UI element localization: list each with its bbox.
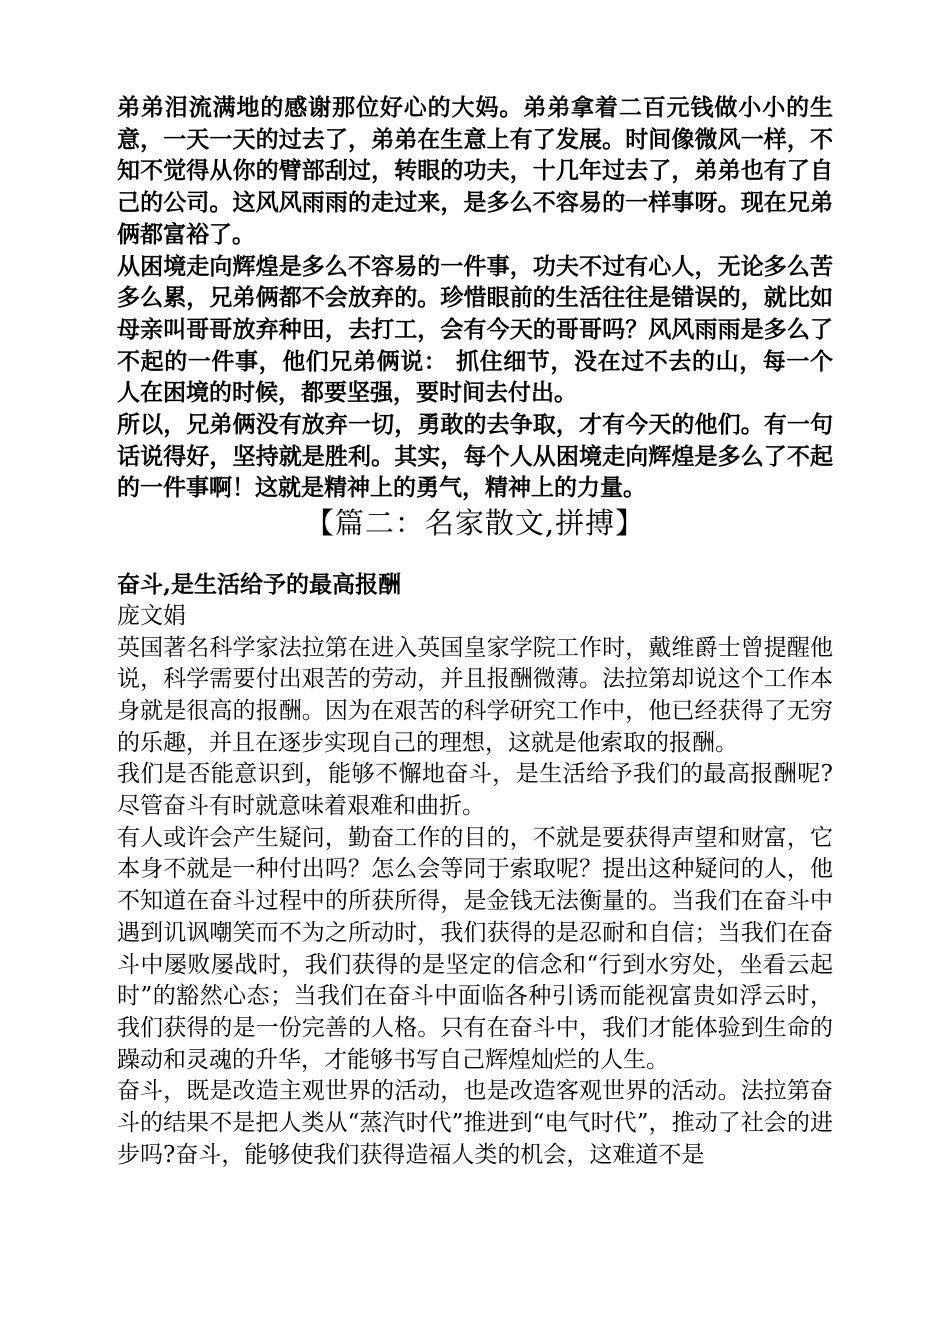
- paragraph: 英国著名科学家法拉第在进入英国皇家学院工作时，戴维爵士曾提醒他说，科学需要付出艰苦的劳动，并且报酬微薄。法拉第却说这个工作本身就是很高的报酬。因为在艰苦的科学研究工作中，他已经获得了无穷的乐趣，并且在逐步实现自己的理想，这就是他索取的报酬。: [117, 634, 833, 756]
- article-title: 奋斗,是生活给予的最高报酬: [117, 571, 402, 599]
- article-author: 庞文娟: [117, 602, 186, 629]
- paragraph: 从困境走向辉煌是多么不容易的一件事，功夫不过有心人，无论多么苦多么累，兄弟俩都不会放弃的。珍惜眼前的生活往往是错误的，就比如母亲叫哥哥放弃种田，去打工，会有今天的哥哥吗？风风雨雨是多么了不起的一件事，他们兄弟俩说： 抓住细节，没在过不去的山，每一个人在困境的时候，都要坚强，要时间去付出。: [117, 252, 833, 407]
- section-heading: 【篇二：名家散文,拼搏】: [304, 506, 646, 541]
- paragraph: 我们是否能意识到，能够不懈地奋斗，是生活给予我们的最高报酬呢?尽管奋斗有时就意味着艰难和曲折。: [117, 761, 833, 820]
- paragraph: 所以，兄弟俩没有放弃一切，勇敢的去争取，才有今天的他们。有一句话说得好，坚持就是胜利。其实，每个人从困境走向辉煌是多么了不起的一件事啊！这就是精神上的勇气，精神上的力量。: [117, 411, 833, 502]
- paragraph: 有人或许会产生疑问，勤奋工作的目的，不就是要获得声望和财富，它本身不就是一种付出吗？怎么会等同于索取呢？提出这种疑问的人，他不知道在奋斗过程中的所获所得，是金钱无法衡量的。当我们在奋斗中遇到讥讽嘲笑而不为之所动时，我们获得的是忍耐和自信；当我们在奋斗中屡败屡战时，我们获得的是坚定的信念和“行到水穷处，坐看云起时”的豁然心态；当我们在奋斗中面临各种引诱而能视富贵如浮云时，我们获得的是一份完善的人格。只有在奋斗中，我们才能体验到生命的躁动和灵魂的升华，才能够书写自己辉煌灿烂的人生。: [117, 824, 833, 1073]
- paragraph: 奋斗，既是改造主观世界的活动，也是改造客观世界的活动。法拉第奋斗的结果不是把人类从“蒸汽时代”推进到“电气时代”，推动了社会的进步吗?奋斗，能够使我们获得造福人类的机会，这难道不是: [117, 1078, 833, 1168]
- paragraph: 弟弟泪流满地的感谢那位好心的大妈。弟弟拿着二百元钱做小小的生意，一天一天的过去了，弟弟在生意上有了发展。时间像微风一样，不知不觉得从你的臂部刮过，转眼的功夫，十几年过去了，弟弟也有了自己的公司。这风风雨雨的走过来，是多么不容易的一样事呀。现在兄弟俩都富裕了。: [117, 94, 833, 248]
- spacer: [117, 542, 833, 569]
- document-page: [117, 92, 833, 1172]
